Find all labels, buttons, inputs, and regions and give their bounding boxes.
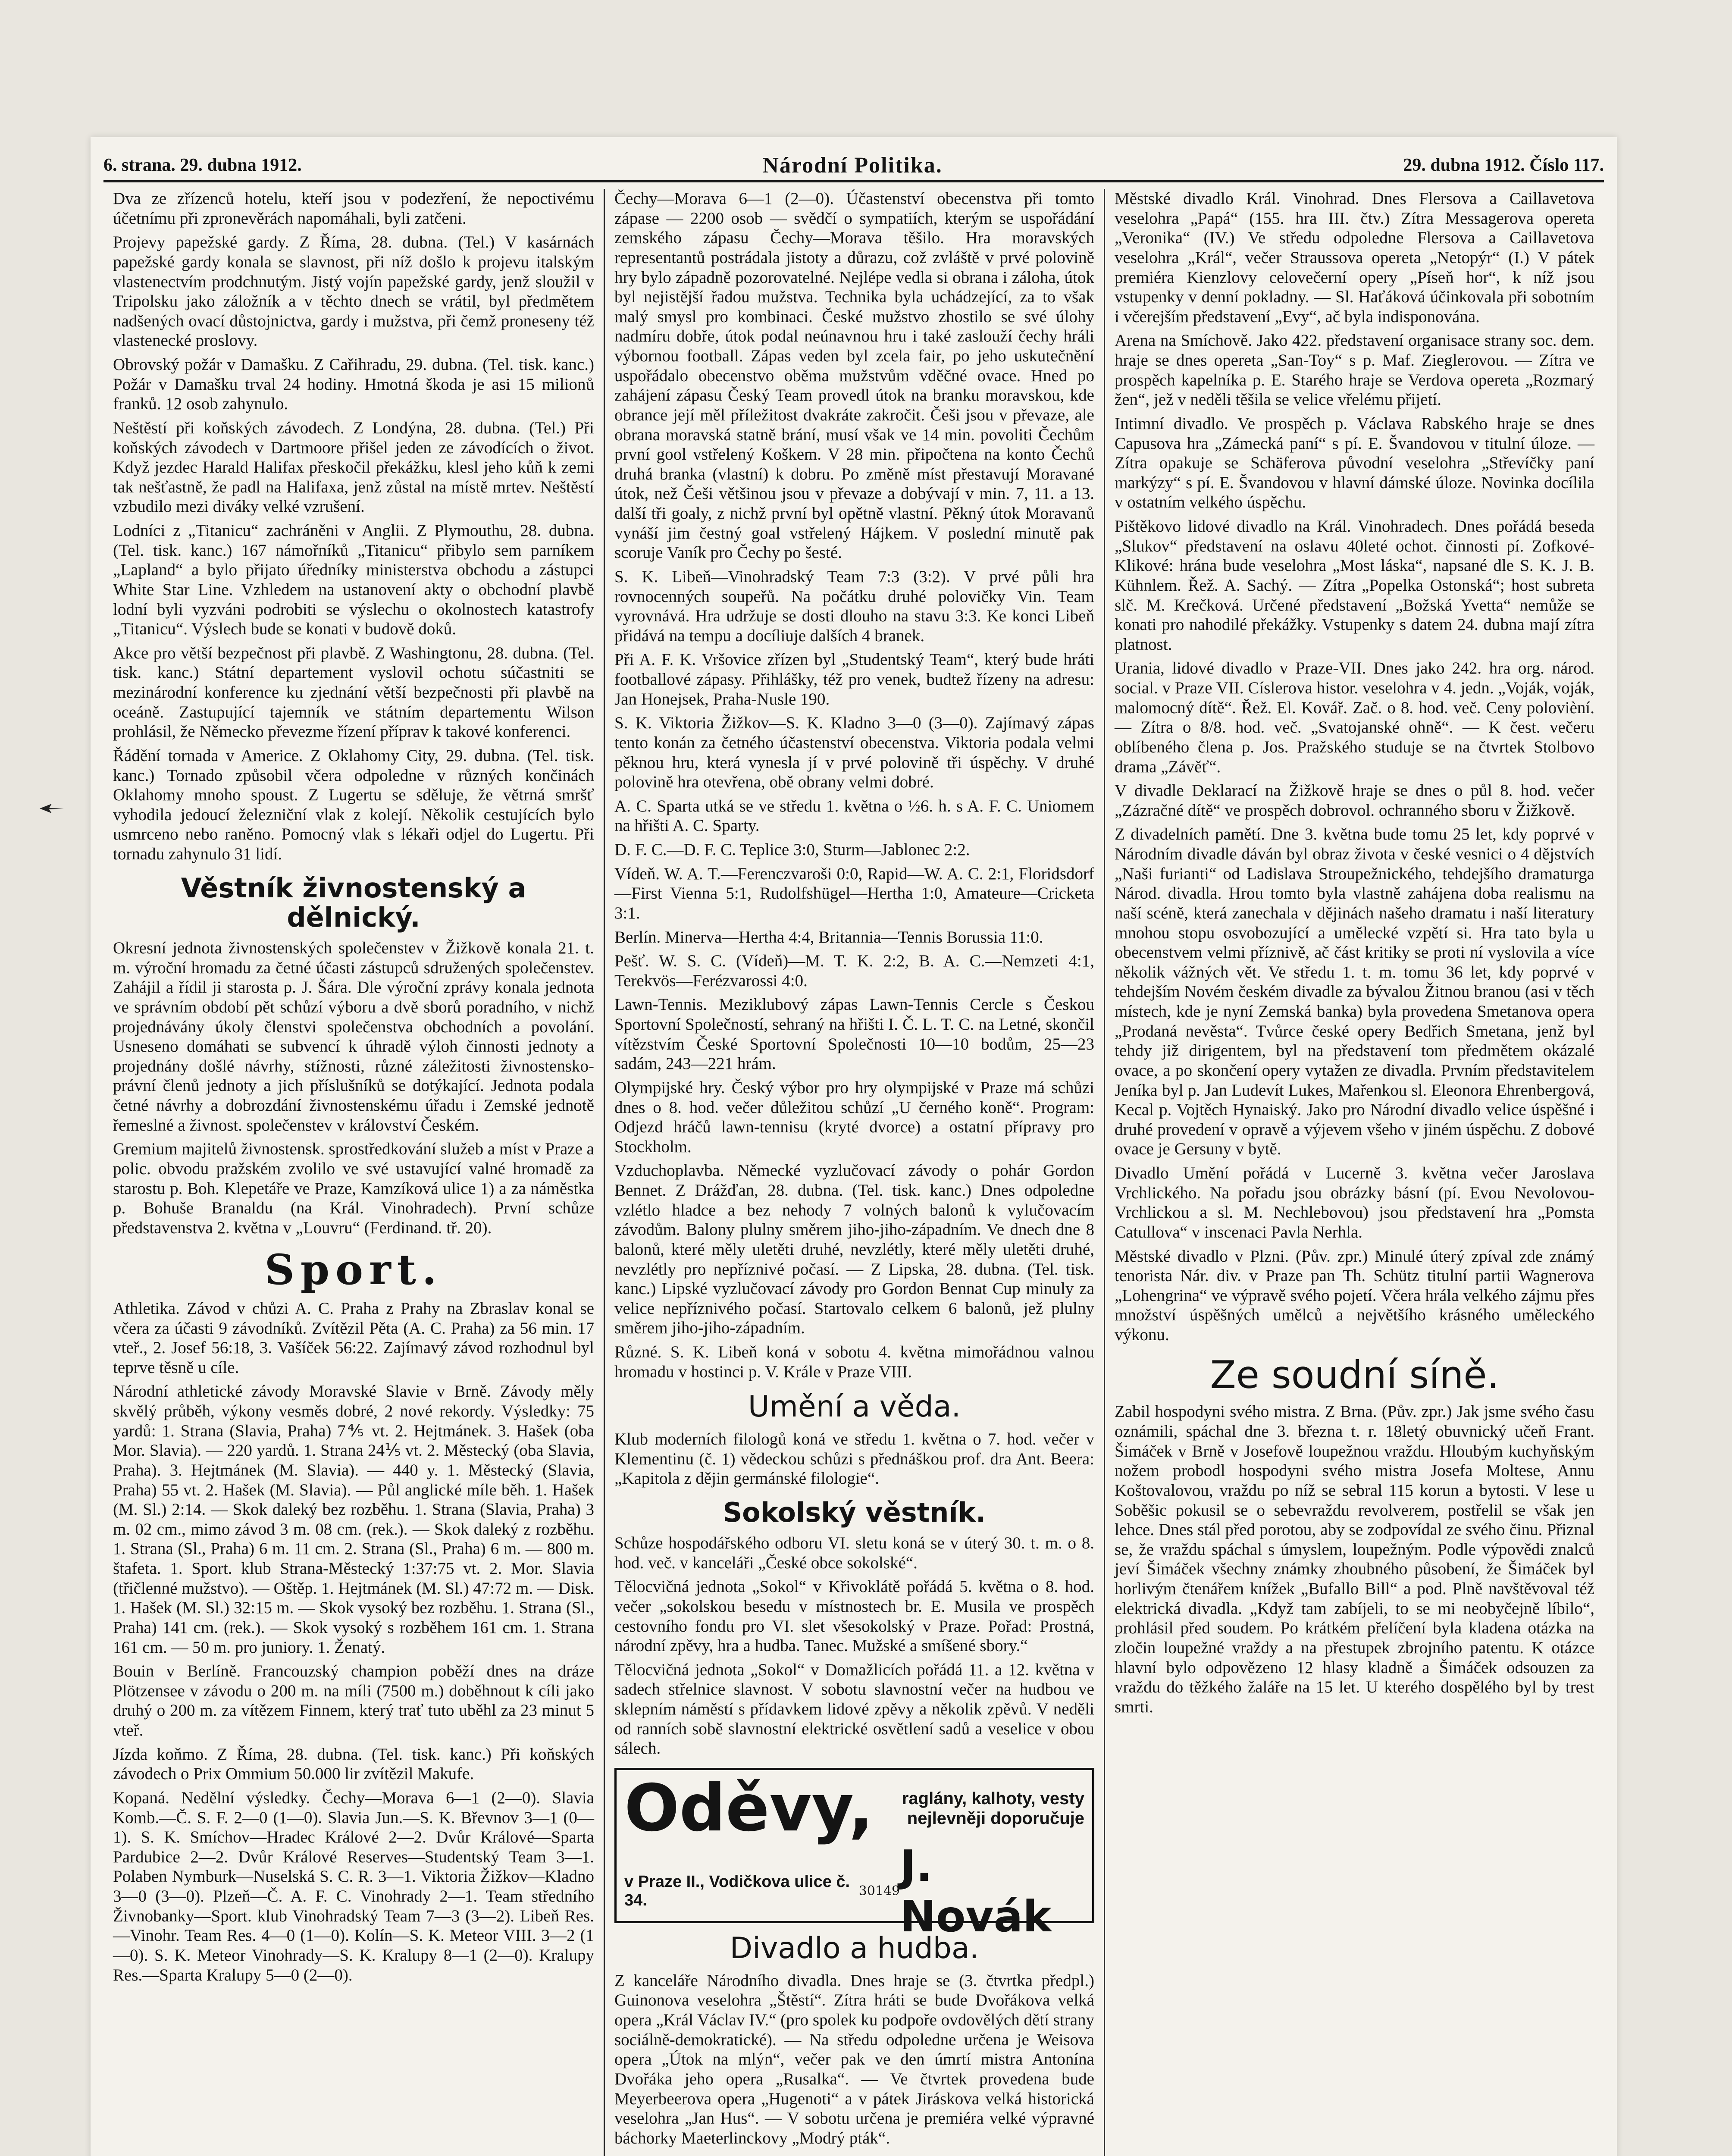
article: Arena na Smíchově. Jako 422. představení organisace strany soc. dem. hraje se dnes opereta „San-Toy“ s p. Maf. Zieglerovou. — Zítra ve prospěch kapelníka p. E. Starého hraje se Verdova opereta „Rozmarý žen“, jež v neděli těšila se velice vřelému přijetí. — [1115, 331, 1594, 409]
article: Zabil hospodyni svého mistra. Z Brna. (Pův. zpr.) Jak jsme svého času oznámili, spáchal dne 3. března t. r. 18letý obuvnický učeň Frant. Šimáček v Brně v Josefově loupežnou vraždu. Hloubým kuchyňským nožem probodl hospodyni svého mistra Josefa Moltese, Annu Koštovalovou, vraždu po níž se sebral 115 korun a bytosti. V lese u Soběšic pokusil se o sebevraždu revolverem, postřelil se však jen lehce. Dnes stál před porotou, aby se zodpovídal ze svého činu. Přiznal se, že vraždu spáchal s úmyslem, loupežným. Podle výpovědi znalců jeví Šimáček všechny známky zhoubného působení, že Šimáček byl horlivým čtenářem knížek „Bufallo Bill“ a pod. Plně navštěvoval též elektrická divadla. „Když tam zabíjeli, to se mi neobyčejně líbilo“, prohlásil před soudem. Po krátkém přelíčení byla kladena otázka na zločin loupežné vraždy a na přestupek zbrojního patentu. K otázce hlavní bylo odpovězeno 12 hlasy kladně a Šimáček odsouzen za vraždu do těžkého žaláře na 15 let. U kterého dospělého byl by trest smrti. — [1115, 1402, 1594, 1716]
column-3 — [1104, 189, 1604, 2156]
ad-address: v Praze II., Vodičkova ulice č. 34. — [624, 1872, 850, 1909]
article: Řádění tornada v Americe. Z Oklahomy City, 29. dubna. (Tel. tisk. kanc.) Tornado způsobil včera odpoledne v různých končinách Oklahomy mnoho spoust. Z Lugertu se sděluje, že větrná smršť vyhodila jedoucí železniční vlak z kolejí. Několik cestujících bylo usmrceno nebo raněno. Pomocný vlak s lékaři odjel do Lugertu. Při tornadu zahynulo 31 lidí. — [113, 746, 594, 863]
article: Intimní divadlo. Ve prospěch p. Václava Rabského hraje se dnes Capusova hra „Zámecká paní“ s pí. E. Švandovou v titulní úloze. — Zítra opakuje se Schäferova původní veselohra „Střevíčky paní markýzy“ s pí. E. Švandovou v hlavní dámské úloze. Novinka docílila v ostatním velkého úspěchu. — [1115, 414, 1594, 512]
article: Vzduchoplavba. Německé vyzlučovací závody o pohár Gordon Bennet. Z Drážďan, 28. dubna. (Tel. tisk. kanc.) Dnes odpoledne vzlétlo hladce a bez nehody 7 volných balonů k vylučovacím závodům. Balony plulny směrem jiho-jiho-západním. Ve dnech dne 8 balonů, které měly uletěti druhé, nevzlétly, které měly uletěti druhé, nevzlétly pro nepříznivé počasí. — Z Lipska, 28. dubna. (Tel. tisk. kanc.) Lipské vyzlučovací závody pro Gordon Bennat Cup minuly za velice nepříznivého počasí. Startovalo celkem 6 balonů, jež plulny směrem jiho-jiho-západním. — [614, 1161, 1094, 1338]
section-heading: Ze soudní síně. — [1210, 1352, 1499, 1397]
article: Neštěstí při koňských závodech. Z Londýna, 28. dubna. (Tel.) Při koňských závodech v Dartmoore přišel jeden ze závodících o život. Když jezdec Harald Halifax přeskočil překážku, klesl jeho kůň k zemi tak nešťastně, že padl na Halifaxa, jenž zůstal na místě mrtev. Neštěstí vzbudilo mezi diváky velké vzrušení. — [113, 418, 594, 516]
article: A. C. Sparta utká se ve středu 1. května o ½6. h. s A. F. C. Uniomem na hřišti A. C. Sparty. — [614, 796, 1094, 835]
article: Pištěkovo lidové divadlo na Král. Vinohradech. Dnes pořádá beseda „Slukov“ představení na oslavu 40leté ochot. činnosti pí. Zofkové-Klikové: hrána bude veselohra „Most láska“, napsané dle S. K. J. B. Kühnlem. Řež. A. Sachý. — Zítra „Popelka Ostonská“; host subreta slč. M. Krečková. Určené představení „Božská Yvetta“ nemůže se konati pro nahodilé překážky. Vstupenky s datem 24. dubna mají zítra platnost. — [1115, 517, 1594, 654]
section-heading: Věstník živnostenský a dělnický. — [181, 872, 526, 933]
ad-tagline: raglány, kalhoty, vesty nejlevněji doporučuje — [902, 1789, 1084, 1828]
margin-mark-icon — [39, 802, 65, 815]
article: Různé. S. K. Libeň koná v sobotu 4. května mimořádnou valnou hromadu v hostinci p. V. Krále v Praze VIII. — [614, 1343, 1094, 1381]
column-2 — [604, 189, 1104, 2156]
article: Vídeň. W. A. T.—Ferenczvaroši 0:0, Rapid—W. A. C. 2:1, Floridsdorf—First Vienna 5:1, Rudolfshügel—Hertha 1:0, Amateure—Cricketa 3:1. — [614, 864, 1094, 922]
section-heading: Sport. — [264, 1245, 443, 1294]
newspaper-page — [91, 137, 1617, 2156]
article: Pešť. W. S. C. (Vídeň)—M. T. K. 2:2, B. A. C.—Nemzeti 4:1, Terekvös—Ferézvarossi 4:0. — [614, 952, 1094, 990]
article: Jízda koňmo. Z Říma, 28. dubna. (Tel. tisk. kanc.) Při koňských závodech o Prix Ommium 50.000 lir zvítězil Makufe. — [113, 1745, 594, 1783]
article: D. F. C.—D. F. C. Teplice 3:0, Sturm—Jablonec 2:2. — [614, 840, 970, 859]
section-heading: Sokolský věstník. — [723, 1496, 986, 1528]
article: Tělocvičná jednota „Sokol“ v Domažlicích pořádá 11. a 12. května v sadech střelnice slavnost. V sobotu slavnostní večer na hudbou ve sklepním náměstí s přídavkem lidové zpěvy a několik zpěvů. V neděli od ranních sobě slavnostní elektrické osvětlení sadů a veselice v obou sálech. — [614, 1660, 1094, 1758]
header-date-right: 29. dubna 1912. Číslo 117. — [1403, 155, 1604, 175]
ad-brand: J. Novák — [900, 1840, 1052, 1942]
column-1 — [103, 189, 604, 2156]
article: Z divadelních pamětí. Dne 3. května bude tomu 25 let, kdy poprvé v Národním divadle dáván byl obraz života v české vesnici o 4 dějstvích „Naši furianti“ od Ladislava Stroupežnického, tehdejšího dramaturga Národ. divadla. Hrou tomto byla vlastně zahájena doba realismu na naší scéně, která zanechala v dějinách našeho dramatu i naší literatury mnohou stopu osvobozující a umělecké vzpětí si. Hra tato byla u obecenstvem velmi příznivě, ač část kritiky se proti ní vyslovila a více několik vážných vět. Ve středu 1. t. m. tomu 36 let, kdy poprvé v tehdejším Novém českém divadle za bývalou Žitnou branou (asi v těch místech, kde je nyní Zemská banka) byla provedena Smetanova opera „Prodaná nevěsta“. Tvůrce české opery Bedřich Smetana, jenž byl tehdy již dirigentem, byl na představení tom předmětem okázalé ovace, a po skončení opery vytažen ze divadla. Prvním představitelem Jeníka byl p. Jan Ludevít Lukes, Mařenkou sl. Eleonora Ehrenbergová, Kecal p. Vojtěch Hynaiský. Jako pro Národní divadlo velice úspěšné i druhé provedení v opravě a výjevem všeho v jiném úspěchu. Z dobové ovace je Gersuny v bytě. — [1115, 825, 1594, 1159]
article: Divadlo Umění pořádá v Lucerně 3. května večer Jaroslava Vrchlického. Na pořadu jsou obrázky básní (pí. Evou Nevolovou-Vrchlickou a sl. M. Nechlebovou) jsou představení hra „Pomsta Catullova“ v inscenaci Pavla Nerhla. — [1115, 1164, 1594, 1241]
article: Okresní jednota živnostenských společenstev v Žižkově konala 21. t. m. výroční hromadu za četné účasti zástupců sdružených společenstev. Zahájil a řídil ji starosta p. J. Šára. Dle výroční zprávy konala jednota ve správním období pět schůzí výboru a dvě sborů poradního, v nichž projednávány úkoly členstvi společenstva obchodních a povolání. Usneseno domáhati se subvencí k úhradě výloh činnosti jednoty a projednány došlé návrhy, stížnosti, různé záležitosti živnostensko-právní členů jednoty a jich příslušníků se dotýkající. Jednota podala četné návrhy a dobrozdání živnostenskému úřadu i Zemské jednotě řemeslné a živnost. společenstev v království Českém. — [113, 939, 594, 1134]
article: Obrovský požár v Damašku. Z Cařihradu, 29. dubna. (Tel. tisk. kanc.) Požár v Damašku trval 24 hodiny. Hmotná škoda je asi 15 milionů franků. 12 osob zahynulo. — [113, 355, 594, 414]
article: S. K. Libeň—Vinohradský Team 7:3 (3:2). V prvé půli hra rovnocenných soupeřů. Na počátku druhé polovičky Vin. Team vyrovnává. Hra udržuje se dosti dlouho na stavu 3:3. Ke konci Libeň přidává na tempu a docíliuje dalších 4 branek. — [614, 567, 1094, 645]
article: Schůze hospodářského odboru VI. sletu koná se v úterý 30. t. m. o 8. hod. več. v kanceláři „České obce sokolské“. — [614, 1534, 1094, 1572]
article: Athletika. Závod v chůzi A. C. Praha z Prahy na Zbraslav konal se včera za účasti 9 závodníků. Zvítězil Pěta (A. C. Praha) za 56 min. 17 vteř., 2. Josef 56:18, 3. Vašíček 56:22. Zajímavý závod rozhodnul byl teprve těsně u cíle. — [113, 1299, 594, 1377]
section-heading: Umění a věda. — [748, 1390, 961, 1424]
article: Městské divadlo v Plzni. (Pův. zpr.) Minulé úterý zpíval zde známý tenorista Nár. div. v Praze pan Th. Schütz titulní partii Wagnerova „Lohengrina“ ve výpravě svého pojetí. Včera hrála velkého zájmu přes množství úspěšných umělců a největšího krásného uměleckého výkonu. — [1115, 1247, 1594, 1344]
article: Lodníci z „Titanicu“ zachráněni v Anglii. Z Plymouthu, 28. dubna. (Tel. tisk. kanc.) 167 námořníků „Titanicu“ přibylo sem parníkem „Lapland“ a bylo přijato úředníky ministerstva obchodu a zástupci White Star Line. Vzhledem na ustanovení akty o obchodní plavbě lodní byli vyzváni podrobiti se výslechu o okolnostech katastrofy „Titanicu“. Výslech bude se konati v budově doků. — [113, 521, 594, 639]
article: S. K. Viktoria Žižkov—S. K. Kladno 3—0 (3—0). Zajímavý zápas tento konán za četného účastenství obecenstva. Viktoria podala velmi pěknou hru, která vynesla jí v prvé polovině tři úspěchy. V druhé polovině hra otevřena, obě obrany velmi dobré. — [614, 714, 1094, 792]
article: Městské divadlo Král. Vinohrad. Dnes Flersova a Caillavetova veselohra „Papá“ (155. hra III. čtv.) Zítra Messagerova opereta „Veronika“ (IV.) Ve středu odpoledne Flersova a Caillavetova veselohra „Král“, večer Straussova opereta „Netopýr“ (I.) V pátek premiéra Kienzlovy celovečerní opery „Píseň hor“, k níž jsou vstupenky v denní pokladny. — Sl. Haťáková účinkovala při sobotním i včerejším představení „Evy“, ač byla indisponována. — [1115, 189, 1594, 326]
header-date-left: 6. strana. 29. dubna 1912. — [103, 155, 302, 175]
ad-headline: Oděvy, — [624, 1771, 874, 1846]
article: Projevy papežské gardy. Z Říma, 28. dubna. (Tel.) V kasárnách papežské gardy konala se slavnost, při níž došlo k projevu italským vlastenectvím prodchnutým. Jistý vojín papežské gardy, jenž sloužil v Tripolsku jako záložník a v těchto dnech se vrátil, byl předmětem nadšených ovací důstojnictva, gardy i mužstva, při čemž proneseny též vlastenecké proslovy. — [113, 233, 594, 350]
article: Gremium majitelů živnostensk. sprostředkování služeb a míst v Praze a polic. obvodu pražském zvolilo ve své ustavující valné hromadě za starostu p. Boh. Klepetáře ve Praze, Kamzíková ulice 1) a za náměstka p. Bohuše Branaldu (na Král. Vinohradech). První schůze představenstva 2. května v „Louvru“ (Ferdinand. tř. 20). — [113, 1140, 594, 1237]
ad-top-row — [624, 1771, 1084, 1846]
article: Národní athletické závody Moravské Slavie v Brně. Závody měly skvělý průběh, výkony vesměs dobré, 2 nové rekordy. Výsledky: 75 yardů: 1. Strana (Slavia, Praha) 7⅘ vt. 2. Hejtmánek. 3. Hašek (oba Mor. Slavia). — 220 yardů. 1. Strana 24⅕ vt. 2. Městecký (oba Slavia, Praha). 3. Hejtmánek (M. Slavia). — 440 y. 1. Městecký (Slavia, Praha) 55 vt. 2. Hašek (M. Slavia). — Půl anglické míle běh. 1. Hašek (M. Sl.) 2:14. — Skok daleký bez rozběhu. 1. Strana (Slavia, Praha) 3 m. 02 cm., mimo závod 3 m. 08 cm. (rek.). — Skok daleký z rozběhu. 1. Strana (Sl., Praha) 6 m. 11 cm. 2. Strana (Sl., Praha) 6 m. — 800 m. štafeta. 1. Sport. klub Strana-Městecký 1:37:75 vt. 2. Mor. Slavia (třičlenné mužstvo). — Oštěp. 1. Hejtmánek (M. Sl.) 47:72 m. — Disk. 1. Hašek (M. Sl.) 32:15 m. — Skok vysoký bez rozběhu. 1. Strana (Sl., Praha) 141 cm. (rek.). — Skok vysoký s rozběhem 161 cm. 1. Strana 161 cm. — 50 m. pro juniory. 1. Ženatý. — [113, 1382, 594, 1657]
newspaper-title: Národní Politika. — [762, 153, 943, 178]
article: Urania, lidové divadlo v Praze-VII. Dnes jako 242. hra org. národ. social. v Praze VII. Císlerova histor. veselohra v 4. jedn. „Voják, voják, malomocný dítě“. Řež. El. Kovář. Zač. o 8. hod. več. Ceny polovièní. — Zítra o 8/8. hod. več. „Svatojanské ohně“. — K čest. večeru oblíbeného člena p. Jos. Pražského studuje se na čtvrtek Stolbovo drama „Závěť“. — [1115, 659, 1594, 776]
ad-phone: 30149 — [858, 1883, 900, 1899]
article: Lawn-Tennis. Meziklubový zápas Lawn-Tennis Cercle s Českou Sportovní Společností, sehraný na hřišti I. Č. L. T. C. na Letné, skončil vítězstvím České Sportovní Společnosti 10—10 bodům, 25—23 sadám, 243—221 hrám. — [614, 995, 1094, 1073]
article: Tělocvičná jednota „Sokol“ v Křivoklátě pořádá 5. května o 8. hod. večer „sokolskou besedu v místnostech br. E. Musila ve prospěch cestovního fondu pro VI. slet všesokolský v Praze. Pořad: Prostná, národní zpěvy, hra a hudba. Tanec. Mužské a smíšené sbory.“ — [614, 1577, 1094, 1655]
ad-bottom-row — [624, 1841, 1084, 1942]
article: Dva ze zřízenců hotelu, kteří jsou v podezření, že nepoctivému účetnímu při zpronevěrách napomáhali, byli zatčeni. — [113, 189, 594, 228]
page-header — [103, 150, 1604, 182]
article: Čechy—Morava 6—1 (2—0). Účastenství obecenstva při tomto zápase — 2200 osob — svědčí o sympatiích, kterým se uspořádání zemského zápasu Čechy—Morava těšilo. Hra moravských representantů postrádala jistoty a důrazu, což zvláště v prvé polovině hry bylo západně pozorovatelné. Nejlépe vedla si obrana i záloha, útok byl nejistější řadou mužstva. Technika byla uchádzející, za to však malý smysl pro kombinaci. České mužstvo zhostilo se své úlohy nadmíru dobře, útok podal neúnavnou hru i také zaslouží čechy hráli výbornou football. Zápas veden byl zcela fair, po jeho uskutečnění uspořádalo obecenstvo oběma mužstvům vděčné ovace. Hned po zahájení zápasu Český Team provedl útok na branku moravskou, kde obrance její měl příležitost dvakráte zakročit. Češi jsou v převaze, ale obrana moravská statně brání, musí však ve 14 min. povoliti Čechům první gool vstřelený Koškem. V 28 min. připočtena na konto Čechů druhá branka (vlastní) k dobru. Po změně míst přestavují Moravané útok, než Češi většinou jsou v převaze a dobývají v min. 7, 11. a 13. další tři goaly, z nichž první byl opětně vlastní. Pěkný útok Moravanů vynáší jim čestný goal vstřelený Hájkem. V poslední minutě pak scoruje Vaník pro Čechy po šesté. — [614, 189, 1094, 562]
article: Z kanceláře Národního divadla. Dnes hraje se (3. čtvrtka předpl.) Guinonova veselohra „Štěstí“. Zítra hráti se bude Dvořákova velká opera „Král Václav IV.“ (pro spolek ku podpoře ovdovělých dětí strany sociálně-demokratické). — Na středu odpoledne určena je Weisova opera „Útok na mlýn“, večer pak ve den úmrtí mistra Antonína Dvořáka jeho opera „Rusalka“. — Ve čtvrtek provedena bude Meyerbeerova opera „Hugenoti“ a v pátek Jiráskova velká historická veselohra „Jan Hus“. — V sobotu určena je premiéra velké výpravné báchorky Maeterlinckovy „Modrý pták“. — [614, 1971, 1094, 2147]
article: Berlín. Minerva—Hertha 4:4, Britannia—Tennis Borussia 11:0. — [614, 928, 1043, 946]
article: V divadle Deklarací na Žižkově hraje se dnes o půl 8. hod. večer „Zázračné dítě“ ve prospěch dobrovol. ochranného sboru v Žižkově. — [1115, 781, 1594, 820]
columns — [103, 189, 1604, 2156]
article: Kopaná. Nedělní výsledky. Čechy—Morava 6—1 (2—0). Slavia Komb.—Č. S. F. 2—0 (1—0). Slavia Jun.—S. K. Břevnov 3—1 (0—1). S. K. Smíchov—Hradec Králové 2—2. Dvůr Králové—Sparta Pardubice 2—2. Dvůr Králové Reserves—Studentský Team 3—1. Polaben Nymburk—Nuselská S. C. R. 3—1. Viktoria Žižkov—Kladno 3—0 (3—0). Plzeň—Č. A. F. C. Vinohrady 2—1. Team středního Živnobanky—Sport. klub Vinohradský Team 7—3 (3—2). Libeň Res.—Vinohr. Team Res. 4—0 (1—0). Kolín—S. K. Meteor VIII. 3—2 (1—0). S. K. Meteor Vinohrady—S. K. Kralupy 8—1 (2—0). Kralupy Res.—Sparta Kralupy 5—0 (2—0). — [113, 1788, 594, 1984]
article: Bouin v Berlíně. Francouzský champion poběží dnes na dráze Plötzensee v závodu o 200 m. na míli (7500 m.) doběhnout k cíli jako druhý o 200 m. za vítězem Finnem, který trať tuto uběhl za 23 minut 5 vteř. — [113, 1662, 594, 1740]
article: Olympijské hry. Český výbor pro hry olympijské v Praze má schůzi dnes o 8. hod. večer důležitou schůzí „U černého koně“. Program: Odjezd hráčů lawn-tennisu (kryté dvorce) a ostatní přípravy pro Stockholm. — [614, 1078, 1094, 1156]
article: Akce pro větší bezpečnost při plavbě. Z Washingtonu, 28. dubna. (Tel. tisk. kanc.) Státní departement vyslovil ochotu súčastniti se mezinárodní konference ku zjednání větší bezpečnosti při plavbě na oceáně. Zastupující tajemník ve státním departementu Wilson prohlásil, že Německo převezme řízení příprav k takové konferenci. — [113, 643, 594, 741]
clothing-advertisement — [614, 1768, 1094, 1942]
section-heading: Divadlo a hudba. — [730, 1931, 979, 1965]
article: Klub moderních filologů koná ve středu 1. května o 7. hod. večer v Klementinu (č. 1) vědeckou schůzi s přednáškou prof. dra Ant. Beera: „Kapitola z dějin germánské filologie“. — [614, 1430, 1094, 1488]
article: Při A. F. K. Vršovice zřízen byl „Studentský Team“, který bude hráti footballové zápasy. Přihlášky, též pro venek, budtež řízeny na adresu: Jan Honejsek, Praha-Nusle 190. — [614, 650, 1094, 708]
